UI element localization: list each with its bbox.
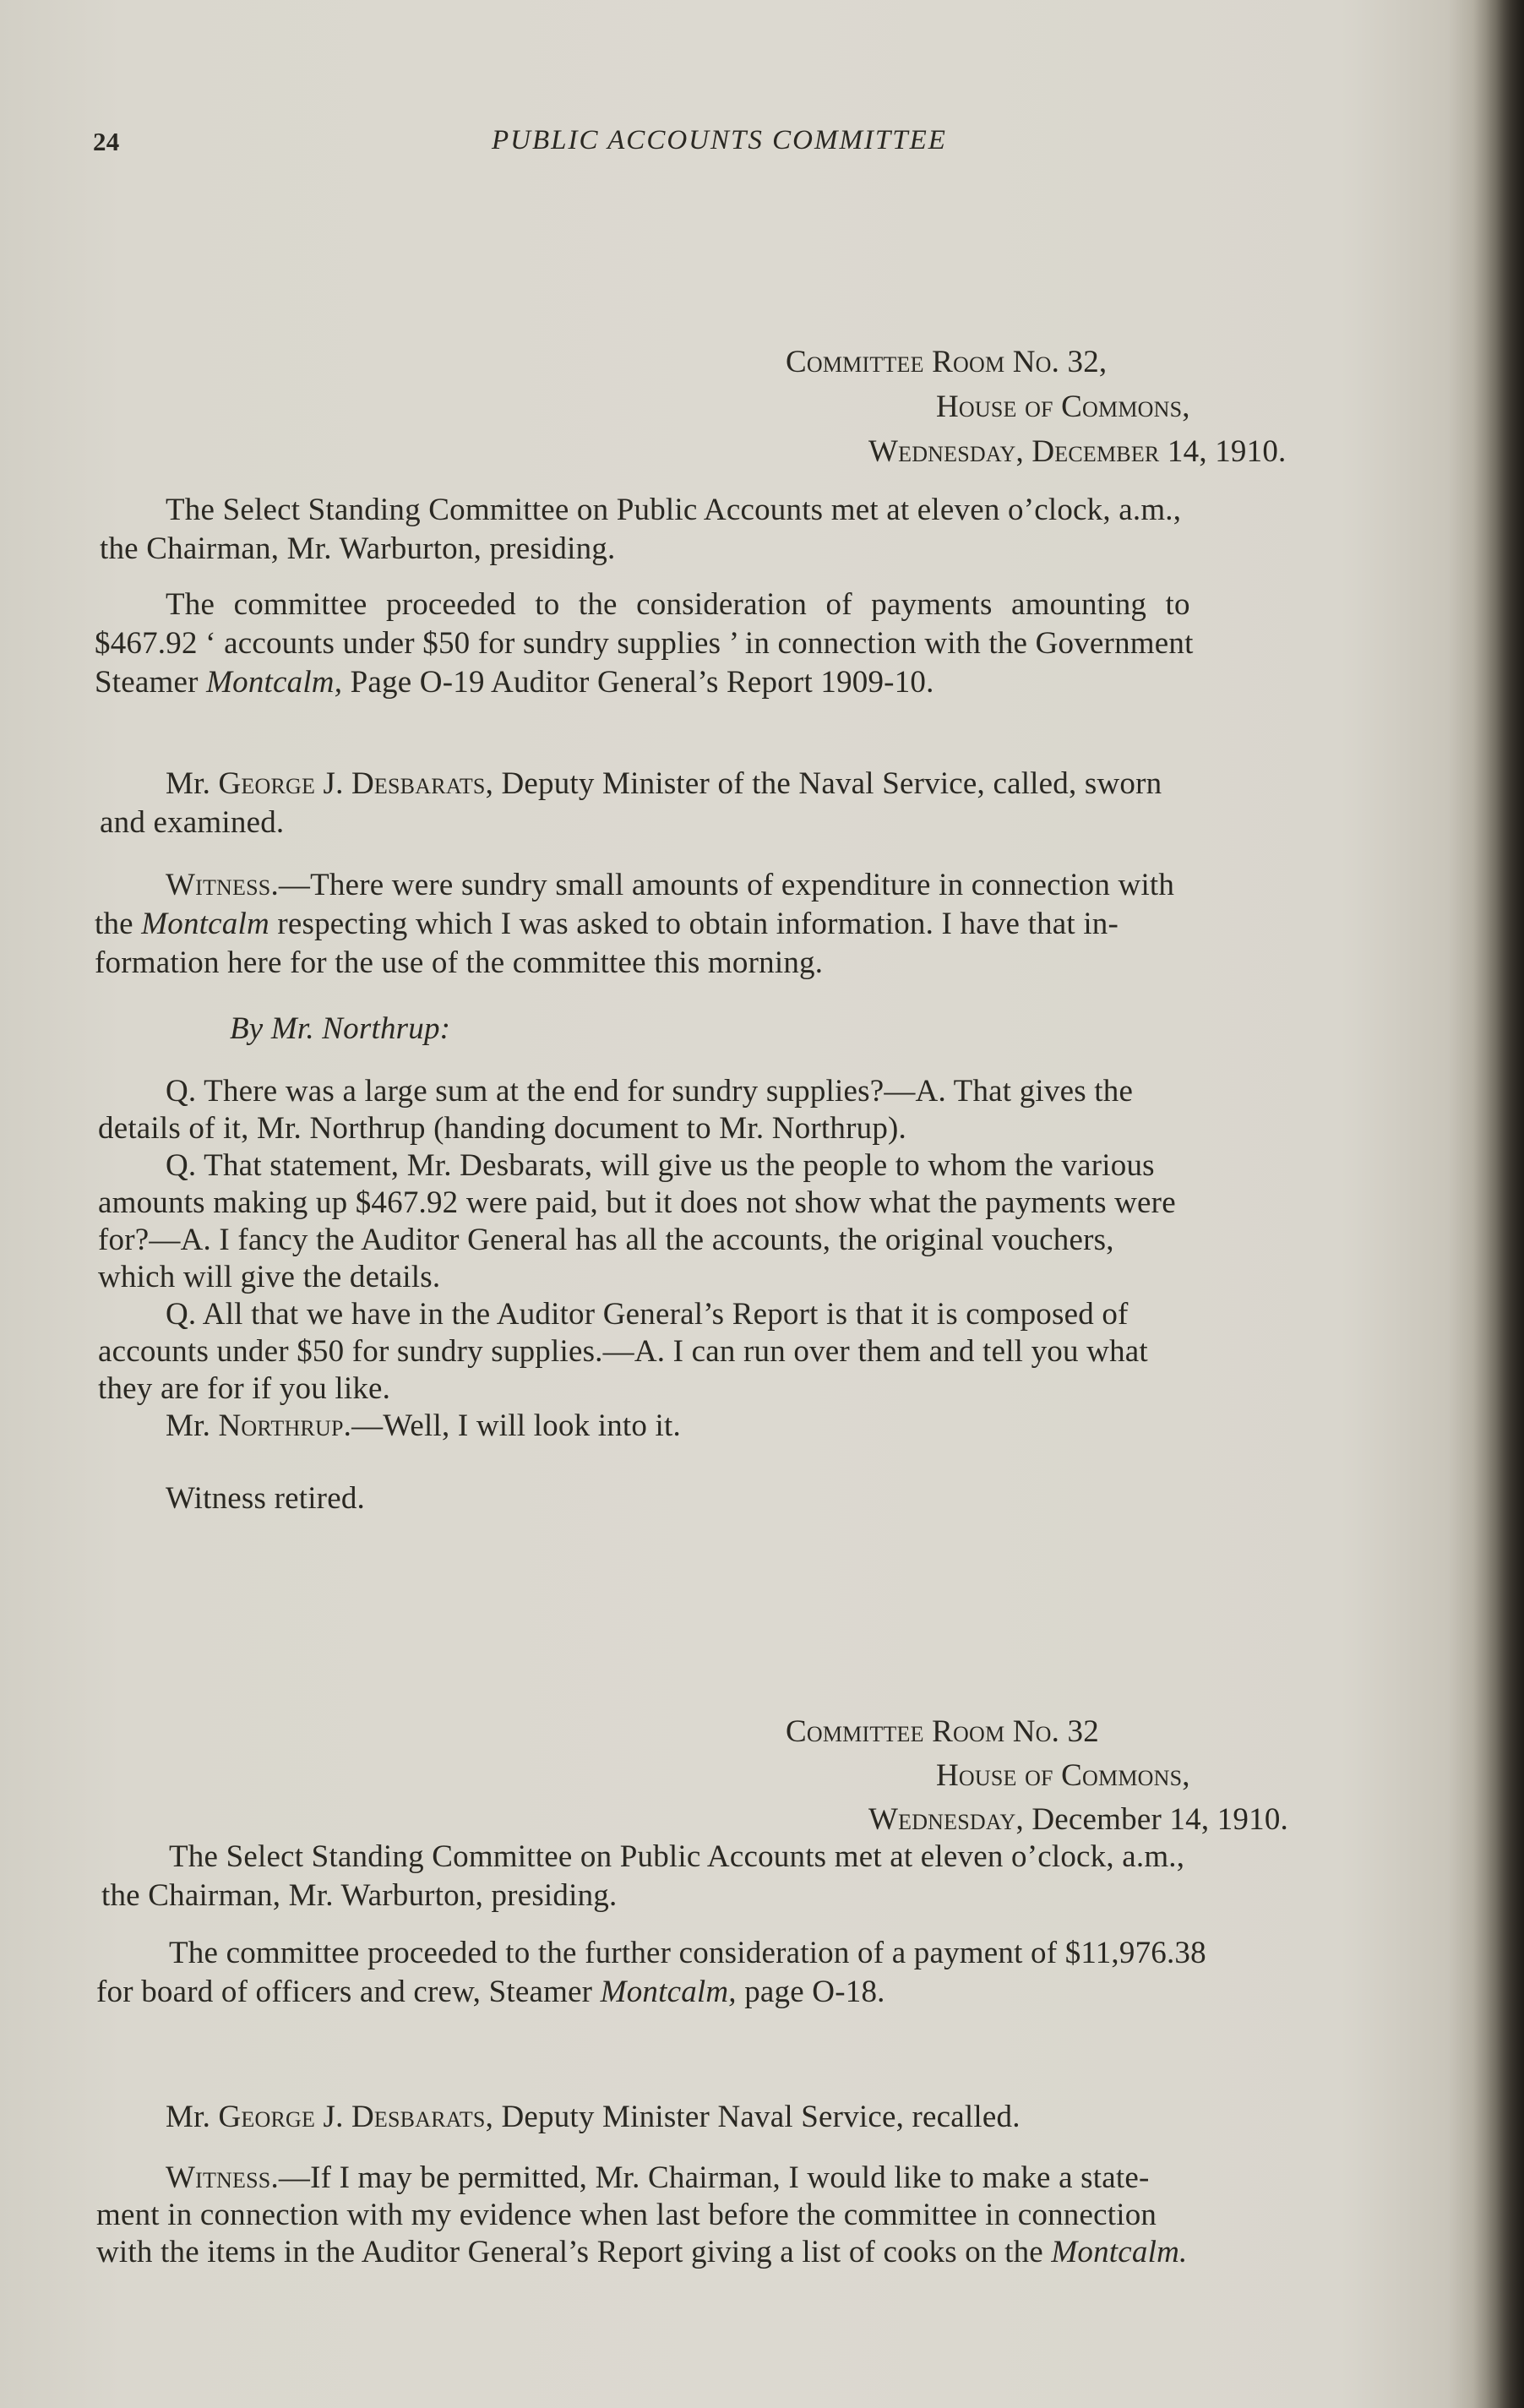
qa-line-2: details of it, Mr. Northrup (handing document to Mr. Northrup).: [98, 1111, 906, 1146]
qa-line-7: Q. All that we have in the Auditor General’s Report is that it is composed of: [166, 1297, 1129, 1332]
qa-line-8: accounts under $50 for sundry supplies.—A. I can run over them and tell you what: [98, 1334, 1148, 1369]
meeting1-opening-line2: the Chairman, Mr. Warburton, presiding.: [100, 531, 616, 566]
qa-line-3: Q. That statement, Mr. Desbarats, will give us the people to whom the various: [166, 1148, 1155, 1183]
meeting1-consideration-line2: $467.92 ‘ accounts under $50 for sundry supplies ’ in connection with the Government: [95, 626, 1194, 661]
page-number: 24: [93, 127, 120, 156]
meeting2-address-line3: Wednesday, December 14, 1910.: [868, 1802, 1288, 1837]
meeting1-consideration-line3: Steamer Montcalm, Page O-19 Auditor General’s Report 1909-10.: [95, 665, 934, 700]
examiner-heading: By Mr. Northrup:: [230, 1011, 451, 1046]
running-title: PUBLIC ACCOUNTS COMMITTEE: [492, 125, 947, 155]
ship-name: Montcalm: [141, 907, 269, 941]
qa-line-1: Q. There was a large sum at the end for sundry supplies?—A. That gives the: [166, 1074, 1134, 1109]
ship-name: Montcalm,: [600, 1975, 737, 2009]
qa-line-6: which will give the details.: [98, 1260, 441, 1294]
meeting2-address-line1: Committee Room No. 32: [786, 1714, 1099, 1749]
meeting2-opening-line2: the Chairman, Mr. Warburton, presiding.: [101, 1878, 618, 1913]
qa-line-5: for?—A. I fancy the Auditor General has all the accounts, the original vouchers,: [98, 1223, 1114, 1257]
meeting1-address-line1: Committee Room No. 32,: [786, 345, 1108, 379]
qa-line-9: they are for if you like.: [98, 1371, 391, 1406]
meeting2-address-line2: House of Commons,: [936, 1758, 1190, 1793]
meeting1-witness-statement-line1: Witness.—There were sundry small amounts of expenditure in connection with: [166, 868, 1175, 902]
meeting1-opening-line1: The Select Standing Committee on Public Accounts met at eleven o’clock, a.m.,: [166, 493, 1182, 527]
ship-name: Montcalm,: [206, 665, 343, 700]
meeting1-witness-intro-line2: and examined.: [100, 805, 285, 840]
meeting1-consideration-line1: The committee proceeded to the consideration of payments amounting to: [166, 587, 1190, 622]
meeting2-consideration-line1: The committee proceeded to the further consideration of a payment of $11,976.38: [169, 1936, 1206, 1970]
meeting1-witness-intro-line1: Mr. George J. Desbarats, Deputy Minister of the Naval Service, called, sworn: [166, 766, 1162, 801]
meeting2-witness-statement-line1: Witness.—If I may be permitted, Mr. Chairman, I would like to make a state-: [166, 2160, 1150, 2195]
meeting2-witness-statement-line3: with the items in the Auditor General’s Report giving a list of cooks on the Montcalm.: [96, 2235, 1188, 2269]
witness-name: George J. Desbarats,: [218, 2100, 494, 2134]
witness-name: George J. Desbarats,: [218, 766, 494, 801]
witness-retired: Witness retired.: [166, 1481, 365, 1516]
meeting1-witness-statement-line3: formation here for the use of the committee this morning.: [95, 945, 824, 980]
northrup-reply: Mr. Northrup.—Well, I will look into it.: [166, 1408, 681, 1443]
ship-name: Montcalm.: [1051, 2235, 1188, 2269]
meeting1-witness-statement-line2: the Montcalm respecting which I was asked to obtain information. I have that in-: [95, 907, 1119, 941]
meeting2-consideration-line2: for board of officers and crew, Steamer Montcalm, page O-18.: [96, 1975, 885, 2009]
meeting1-address-line2: House of Commons,: [936, 390, 1190, 424]
meeting2-opening-line1: The Select Standing Committee on Public Accounts met at eleven o’clock, a.m.,: [169, 1839, 1185, 1874]
witness-label: Witness.: [166, 2160, 279, 2195]
meeting2-witness-statement-line2: ment in connection with my evidence when last before the committee in connection: [96, 2198, 1157, 2232]
meeting1-address-line3: Wednesday, December 14, 1910.: [868, 434, 1287, 469]
book-gutter-shadow: [1473, 0, 1524, 2408]
qa-line-4: amounts making up $467.92 were paid, but it does not show what the payments were: [98, 1185, 1176, 1220]
meeting2-witness-intro: Mr. George J. Desbarats, Deputy Minister Naval Service, recalled.: [166, 2100, 1021, 2134]
witness-label: Witness.: [166, 868, 279, 902]
